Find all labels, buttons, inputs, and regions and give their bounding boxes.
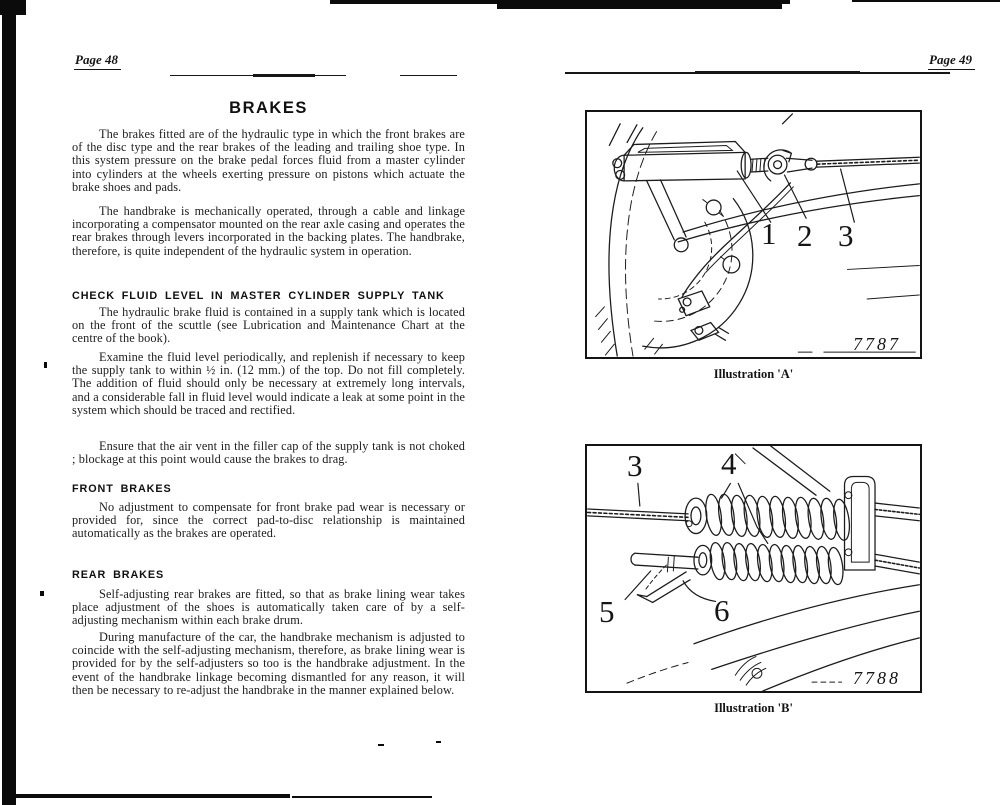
page-number-right: Page 49 — [565, 52, 975, 68]
body-paragraph: The hydraulic brake fluid is contained in a supply tank which is located on the front of the scuttle (see Lubrication and Maintenance Chart at the centre of the book). — [72, 305, 465, 346]
callout-number: 1 — [761, 216, 777, 251]
header-rule — [400, 75, 457, 77]
figure-b-frame — [585, 444, 922, 693]
header-rule — [695, 71, 860, 74]
section-heading-front-brakes: FRONT BRAKES — [72, 483, 172, 495]
operating-lever — [637, 556, 690, 602]
body-paragraph: During manufacture of the car, the handbrake mechanism is adjusted to coincide with the self-adjusting mechanism, therefore, as brake lining wear is provided for by the self-adjusters so too is the handbrake adjustment. In the event of the handbrake linkage becoming dismantled for any reason, it will then be necessary to re-adjust the handbrake in the manner explained below. — [72, 630, 465, 697]
stray-dashes — [609, 114, 792, 145]
upper-rod-lines — [753, 446, 830, 495]
body-paragraph: The handbrake is mechanically operated, through a cable and linkage incorporating a compensator mounted on the rear axle casing and operates the rear brakes through levers incorporated in the backing plates. The handbrake, therefore, is quite independent of the hydraulic system in operation. — [72, 204, 465, 258]
scan-speck — [44, 362, 47, 368]
body-paragraph: Ensure that the air vent in the filler cap of the supply tank is not choked ; blockage at this point would cause the brakes to drag. — [72, 439, 465, 467]
brake-backplate — [643, 180, 753, 348]
callout-number: 5 — [599, 594, 615, 629]
clevis — [786, 158, 817, 172]
header-rule — [253, 74, 315, 77]
scan-speck — [40, 591, 44, 596]
body-paragraph: The brakes fitted are of the hydraulic type in which the front brakes are of the disc type and the rear brakes of the leading and trailing shoe type. In this system pressure on the brake pedal forces fluid from a master cylinder into cylinders at the wheels exerting pressure on pistons which actuate the brake shoes and pads. — [72, 127, 465, 194]
handbrake-cable-adjuster-illustration — [587, 112, 920, 357]
wheel-arch — [609, 128, 643, 356]
scan-corner-blob — [0, 0, 26, 15]
figure-caption: Illustration 'B' — [714, 701, 793, 715]
scan-gutter-bar — [2, 0, 16, 805]
page-number-left: Page 48 — [74, 52, 121, 68]
handbrake-cable — [817, 157, 919, 167]
page-title: BRAKES — [229, 99, 308, 117]
cable-abutment — [678, 291, 728, 340]
callout-number: 3 — [627, 448, 643, 483]
callout-number: 6 — [714, 593, 730, 628]
adjuster-housing — [613, 142, 745, 181]
scan-bottom-line-faint — [292, 796, 432, 798]
figure-number: 7788 — [853, 668, 901, 688]
callout-number: 4 — [721, 446, 737, 481]
body-paragraph: Examine the fluid level periodically, and replenish if necessary to keep the supply tank to within ½ in. (12 mm.) of the top. Do not fill completely. The addition of fluid should only be necessary at extremely long intervals, and a considerable fall in fluid level would indicate a leak at some point in the system which should be traced and rectified. — [72, 350, 465, 417]
figure-a-frame — [585, 110, 922, 359]
upper-spring — [685, 493, 852, 541]
figure-number: 7787 — [853, 334, 901, 354]
flexible-hose — [682, 183, 793, 297]
callout-number: 2 — [797, 218, 813, 253]
body-paragraph: Self-adjusting rear brakes are fitted, so that as brake lining wear takes place adjustment of the shoes is automatically taken care of by a self-adjusting mechanism within each brake drum. — [72, 587, 465, 628]
section-heading-rear-brakes: REAR BRAKES — [72, 569, 165, 581]
upper-threaded-rod — [875, 503, 919, 521]
handbrake-cable — [588, 509, 688, 521]
scan-top-line-right — [852, 0, 1000, 2]
lower-spring — [694, 542, 845, 586]
scan-bottom-line — [14, 794, 290, 798]
figure-caption: Illustration 'A' — [713, 367, 794, 381]
lower-threaded-rod — [875, 554, 919, 574]
scan-speck — [436, 741, 441, 743]
section-heading-fluid-level: CHECK FLUID LEVEL IN MASTER CYLINDER SUPPLY TANK — [72, 290, 445, 302]
callout-leader-lines — [625, 483, 768, 601]
scan-speck — [378, 744, 384, 746]
body-paragraph: No adjustment to compensate for front brake pad wear is necessary or provided for, since the correct pad-to-disc relationship is maintained automatically as the brakes are operated. — [72, 500, 465, 541]
scan-top-band — [497, 0, 782, 9]
callout-number: 3 — [838, 218, 854, 253]
